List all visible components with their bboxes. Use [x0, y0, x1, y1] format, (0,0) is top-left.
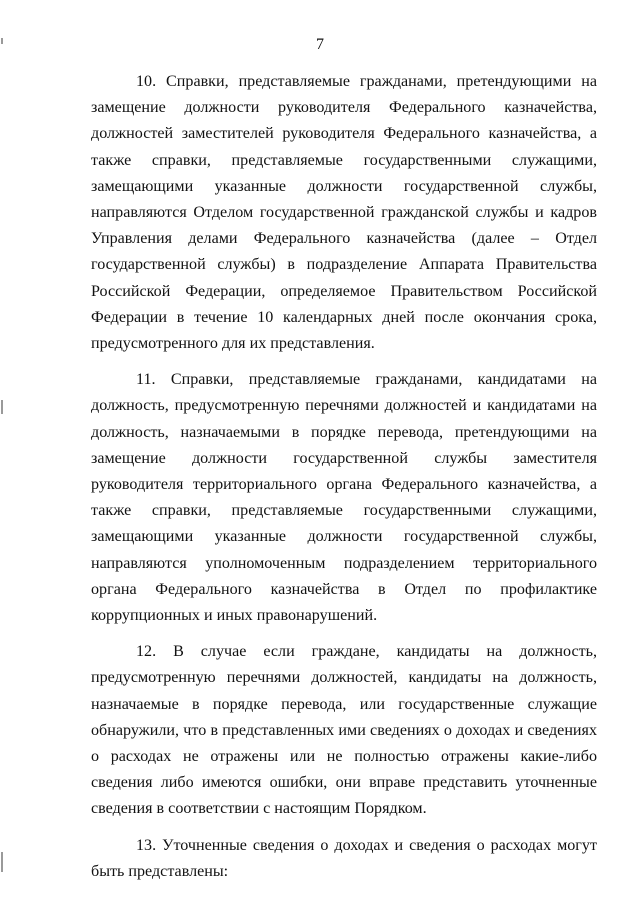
- document-body: [91, 69, 597, 885]
- paragraph-13: 13. Уточненные сведения о доходах и сведения о расходах могут быть представлены:: [91, 836, 597, 880]
- scan-edge-mark: [1, 400, 3, 414]
- paragraph-12: 12. В случае если граждане, кандидаты на должность, предусмотренную перечнями должностей, кандидаты на должность, назначаемые в порядке перевода, или государственные служащие обнаружили, что в представленных ими сведениях о доходах и сведениях о расходах не отражены или не полностью отражены какие-либо сведения либо имеются ошибки, они вправе представить уточненные сведения в соответствии с настоящим Порядком.: [91, 643, 597, 818]
- scan-edge-mark: [1, 852, 3, 872]
- paragraph-10: 10. Справки, представляемые гражданами, претендующими на замещение должности руководителя Федерального казначейства, должностей заместителей руководителя Федерального казначейства, а также справки, представляемые государственными служащими, замещающими указанные должности государственной службы, направляются Отделом государственной гражданской службы и кадров Управления делами Федерального казначейства (далее – Отдел государственной службы) в подразделение Аппарата Правительства Российской Федерации, определяемое Правительством Российской Федерации в течение 10 календарных дней после окончания срока, предусмотренного для их представления.: [91, 73, 597, 353]
- paragraph-11: 11. Справки, представляемые гражданами, кандидатами на должность, предусмотренную перечнями должностей и кандидатами на должность, назначаемыми в порядке перевода, претендующими на замещение должности государственной службы заместителя руководителя территориального органа Федерального казначейства, а также справки, представляемые государственными служащими, замещающими указанные должности государственной службы, направляются уполномоченным подразделением территориального органа Федерального казначейства в Отдел по профилактике коррупционных и иных правонарушений.: [91, 371, 597, 625]
- page-number: 7: [316, 36, 324, 53]
